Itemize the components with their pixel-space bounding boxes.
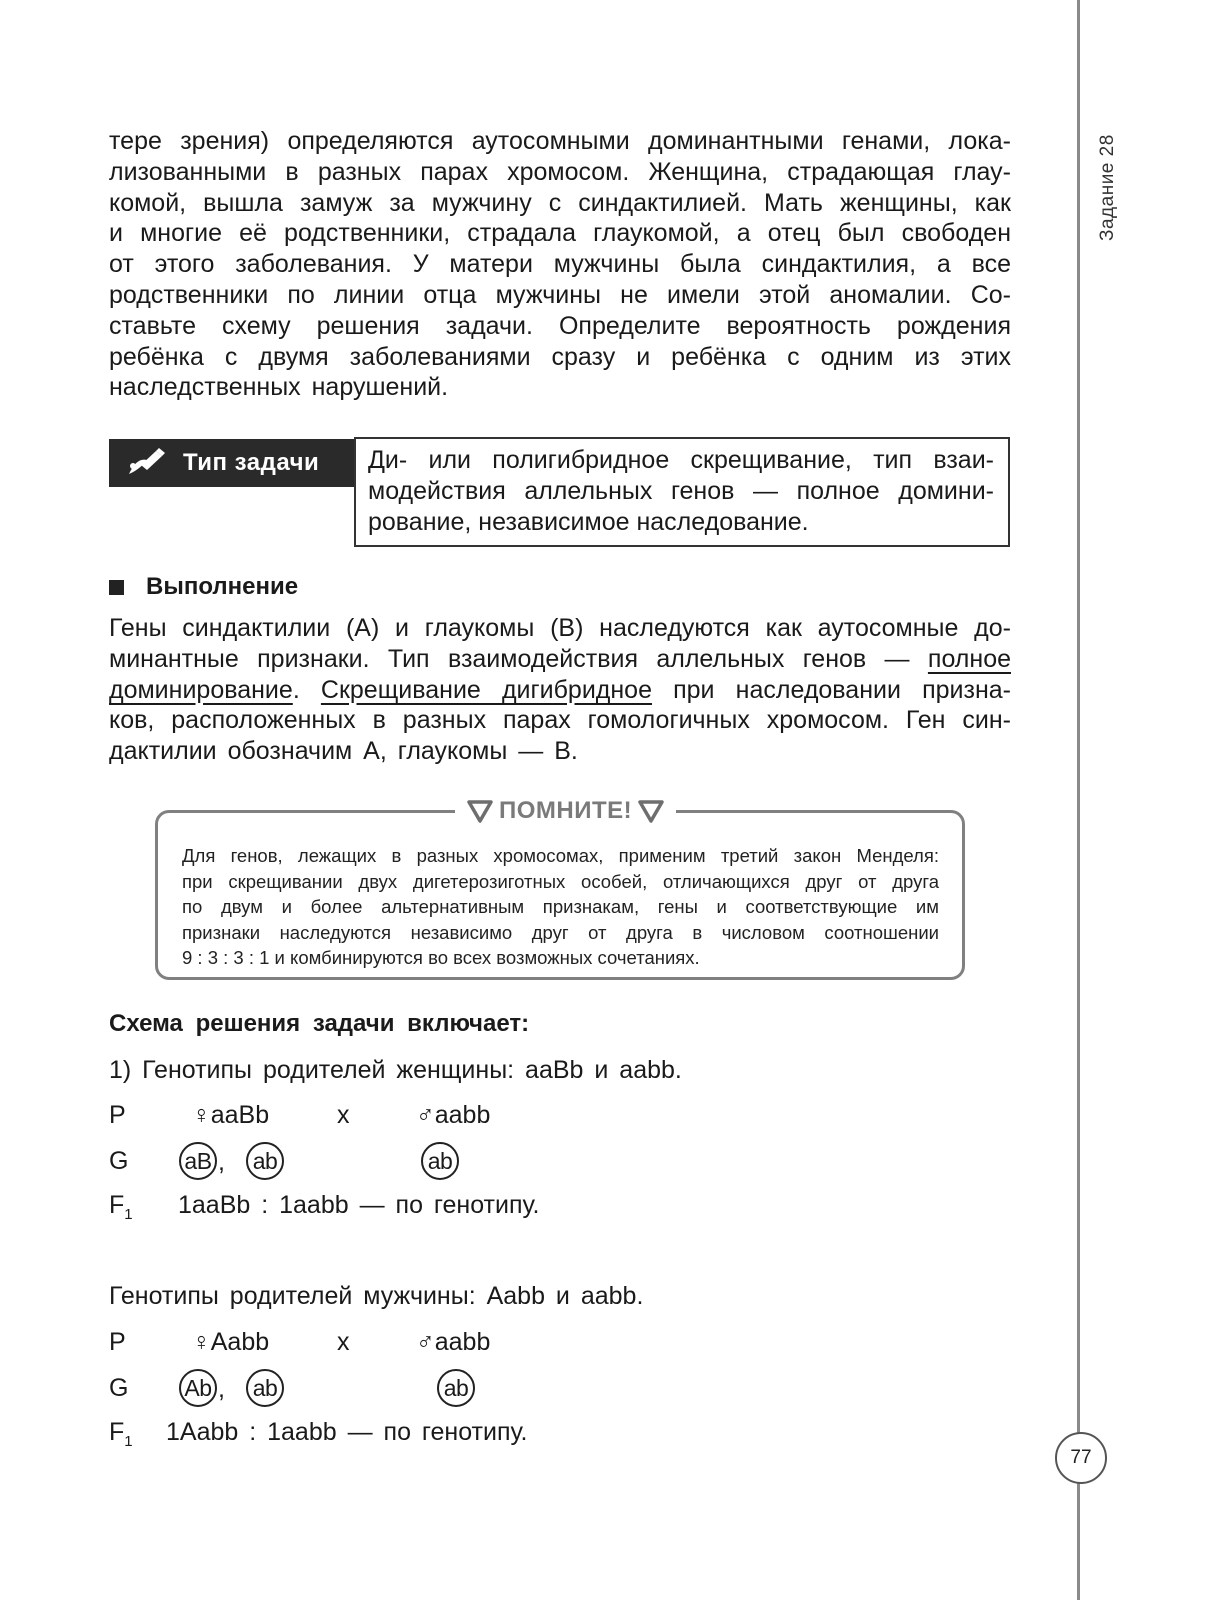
text-line: рование, независимое наследование. [368, 507, 809, 536]
text-line: Ди- или полигибридное скрещивание, тип взаи- [368, 446, 994, 474]
cross1-mother-genotype: ♀ааBb [192, 1101, 270, 1129]
task-type-box [354, 437, 1010, 547]
gamete-circle: ab [246, 1369, 284, 1407]
bullet-square-icon [109, 580, 124, 595]
underlined-term: Скрещивание дигибридное [320, 675, 652, 704]
gamete-comma: , [218, 1375, 225, 1403]
text-line: ков, расположенных в разных парах гомологичных хромосом. Ген син- [109, 706, 1011, 735]
text-line: Гены синдактилии (А) и глаукомы (В) наследуются как аутосомные до- [109, 614, 1011, 642]
cross2-offspring: 1Aabb : 1aabb — по генотипу. [166, 1418, 528, 1446]
text-line: лизованными в разных парах хромосом. Женщина, страдающая глау- [109, 157, 1011, 186]
text-line: модействия аллельных генов — полное домини- [368, 476, 994, 505]
underlined-term: доминирование [109, 675, 293, 704]
gamete-circle: ab [246, 1142, 284, 1180]
text-line: наследственных нарушений. [109, 373, 449, 402]
cross2-father-genotype: ♂aabb [416, 1328, 491, 1356]
page-number: 77 [1055, 1432, 1107, 1484]
cross2-mother-genotype: ♀Aabb [192, 1328, 270, 1356]
text-line [109, 675, 1011, 706]
text-span: при наследовании призна- [651, 675, 1011, 704]
text-line: при скрещивании двух дигетерозиготных особей, отличающихся друг от друга [182, 870, 939, 892]
remember-title-text: ПОМНИТЕ! [499, 797, 633, 824]
text-line: 9 : 3 : 3 : 1 и комбинируются во всех возможных сочетаниях. [182, 947, 700, 968]
cross2-cross-sign: x [337, 1328, 350, 1356]
gamete-circle: ab [421, 1142, 459, 1180]
text-span: минантные признаки. Тип взаимодействия аллельных генов — [109, 644, 928, 673]
remember-title [455, 796, 676, 826]
execution-heading [109, 573, 298, 601]
text-line: комой, вышла замуж за мужчину с синдактилией. Мать женщины, как [109, 188, 1011, 217]
text-line: тере зрения) определяются аутосомными доминантными генами, лока- [109, 127, 1011, 155]
f-letter: F [109, 1191, 125, 1219]
pencil-icon [125, 447, 165, 479]
gamete-circle: aB [179, 1142, 217, 1180]
cross1-offspring: 1ааBb : 1aabb — по генотипу. [178, 1191, 540, 1219]
gamete-comma: , [218, 1148, 225, 1176]
cross1-father-genotype: ♂aabb [416, 1101, 491, 1129]
cross1-f1-label [109, 1191, 133, 1223]
down-triangle-icon [638, 798, 664, 824]
schema-heading: Схема решения задачи включает: [109, 1010, 530, 1037]
text-line: по двум и более альтернативным признакам, гены и соответствующие им [182, 896, 939, 917]
cross1-p-label: P [109, 1101, 126, 1129]
text-line: Для генов, лежащих в разных хромосомах, применим третий закон Менделя: [182, 845, 939, 866]
text-line: дактилии обозначим А, глаукомы — В. [109, 737, 578, 766]
text-line [109, 644, 1011, 675]
text-line: и многие её родственники, страдала глаукомой, а отец был свободен [109, 219, 1011, 248]
text-line: ставьте схему решения задачи. Определите вероятность рождения [109, 311, 1011, 340]
cross2-p-label: P [109, 1328, 126, 1356]
task-text [109, 126, 1011, 403]
text-line: ребёнка с двумя заболеваниями сразу и ребёнка с одним из этих [109, 342, 1011, 371]
f-letter: F [109, 1418, 125, 1446]
cross2-g-label: G [109, 1374, 129, 1402]
gamete-circle: ab [437, 1369, 475, 1407]
cross1-cross-sign: x [337, 1101, 350, 1129]
text-span: . [292, 675, 321, 704]
f-subscript: 1 [124, 1206, 133, 1223]
remember-text [182, 843, 939, 971]
task-type-label [109, 439, 354, 487]
step-2-text: Генотипы родителей мужчины: Aabb и aabb. [109, 1282, 644, 1310]
step-1-text: 1) Генотипы родителей женщины: ааBb и aabb. [109, 1056, 682, 1084]
execution-text [109, 613, 1011, 767]
task-number-label: Задание 28 [1097, 134, 1118, 242]
task-type-title: Тип задачи [183, 449, 320, 476]
cross2-f1-label [109, 1418, 133, 1450]
text-line: родственники по линии отца мужчины не имели этой аномалии. Со- [109, 280, 1011, 309]
text-line: от этого заболевания. У матери мужчины была синдактилия, а все [109, 250, 1011, 279]
text-line: признаки наследуются независимо друг от друга в числовом соотношении [182, 921, 939, 943]
underlined-term: полное [927, 644, 1011, 673]
gamete-circle: Ab [179, 1369, 217, 1407]
f-subscript: 1 [124, 1433, 133, 1450]
down-triangle-icon [467, 798, 493, 824]
margin-rule [1077, 0, 1080, 1600]
execution-heading-text: Выполнение [146, 573, 299, 600]
cross1-g-label: G [109, 1147, 129, 1175]
